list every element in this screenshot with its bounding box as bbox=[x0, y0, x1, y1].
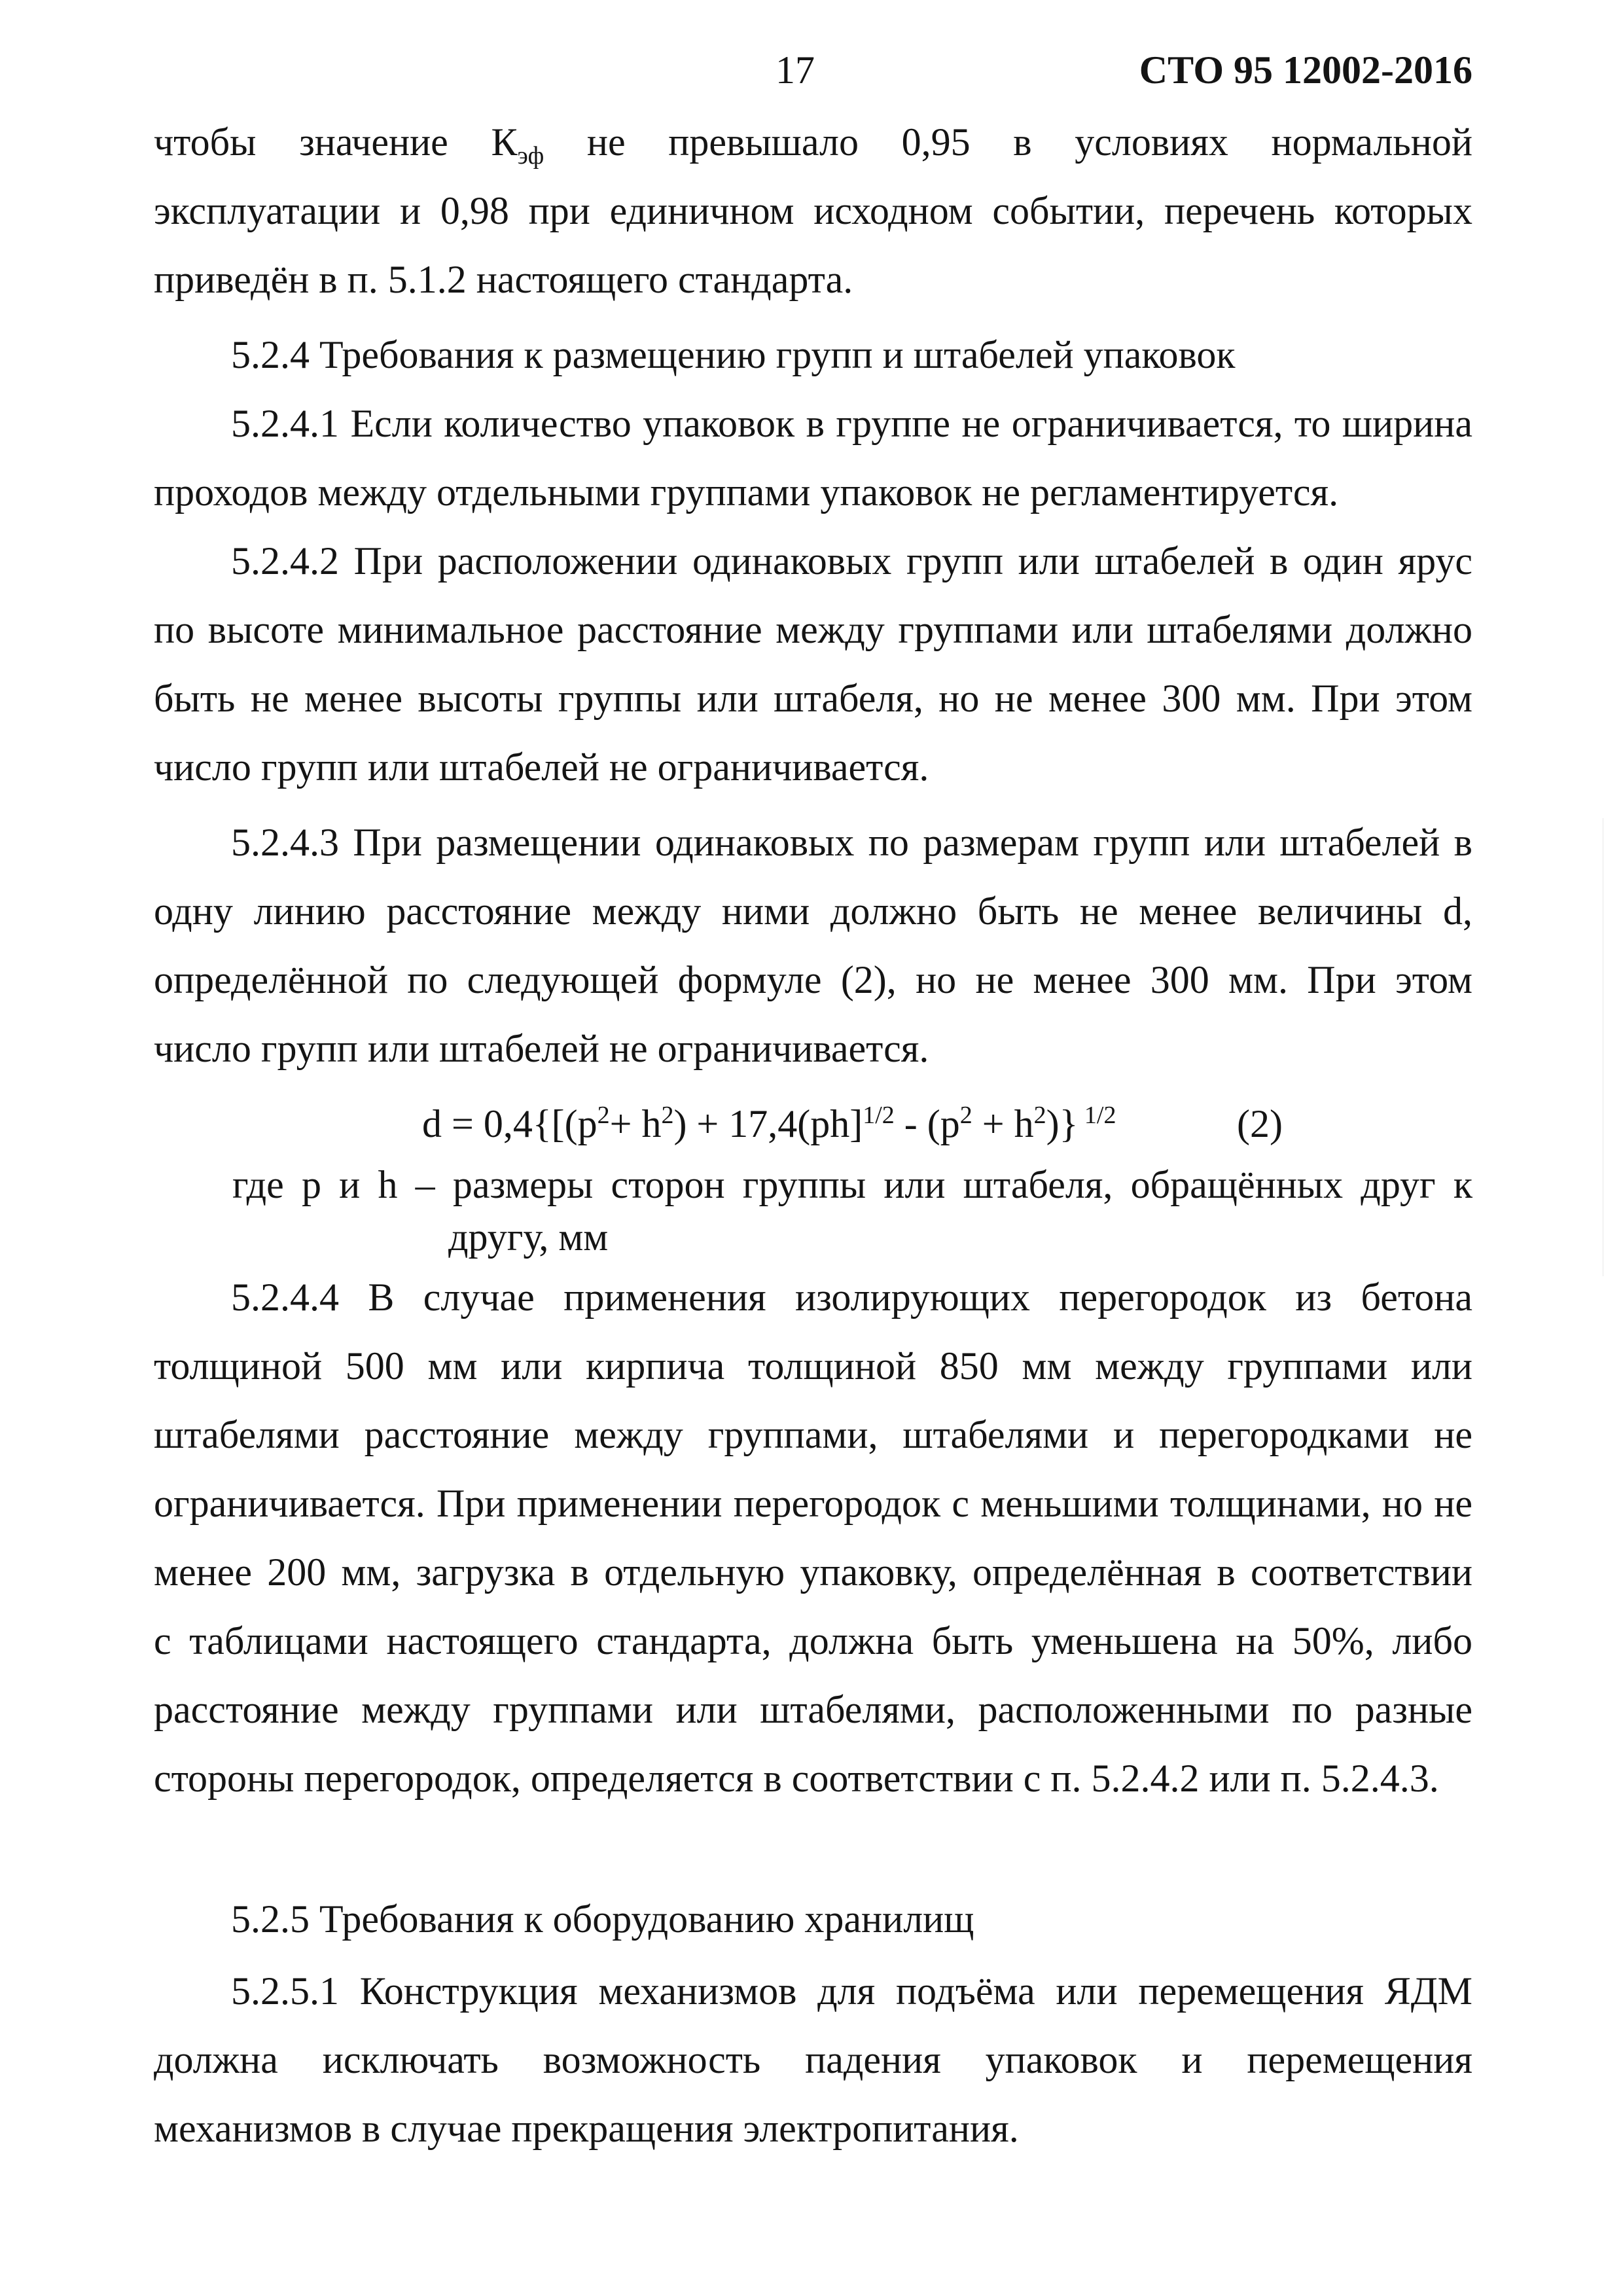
p5244-line-7: расстояние между группами или штабелями, расположенными по разные bbox=[154, 1688, 1472, 1731]
p5243-line-3: определённой по следующей формуле (2), но не менее 300 мм. При этом bbox=[154, 958, 1472, 1001]
intro-text-a: чтобы значение К bbox=[154, 120, 518, 164]
p5243-line-1: 5.2.4.3 При размещении одинаковых по размерам групп или штабелей в bbox=[231, 821, 1472, 864]
paragraph-5-2-4-4 bbox=[154, 1263, 1472, 1813]
p5244-line-4: ограничивается. При применении перегородок с меньшими толщинами, но не bbox=[154, 1482, 1472, 1525]
paragraph-5-2-5-1 bbox=[154, 1957, 1472, 2163]
p5244-line-5: менее 200 мм, загрузка в отдельную упаковку, определённая в соответствии bbox=[154, 1551, 1472, 1594]
formula-number: (2) bbox=[1237, 1102, 1283, 1145]
p5244-line-1: 5.2.4.4 В случае применения изолирующих перегородок из бетона bbox=[231, 1276, 1472, 1319]
document-code: СТО 95 12002-2016 bbox=[1139, 48, 1472, 92]
p5241-line-2: проходов между отдельными группами упаковок не регламентируется. bbox=[154, 471, 1339, 514]
formula-2 bbox=[0, 1090, 1623, 1158]
intro-line-1 bbox=[154, 108, 1472, 177]
intro-line-2: эксплуатации и 0,98 при единичном исходном событии, перечень которых bbox=[154, 189, 1472, 232]
section-5-2-4-heading: 5.2.4 Требования к размещению групп и штабелей упаковок bbox=[231, 333, 1236, 376]
p5244-line-3: штабелями расстояние между группами, штабелями и перегородками не bbox=[154, 1413, 1472, 1456]
page-number: 17 bbox=[776, 48, 815, 92]
paragraph-5-2-4-2 bbox=[154, 527, 1472, 802]
p5244-line-2: толщиной 500 мм или кирпича толщиной 850 мм между группами или bbox=[154, 1344, 1472, 1388]
formula-expression: $d = 0,4\{[(p^2+ h^2) + 17,4(ph]^{1/2} - (p^2 + h^2)\}$ $^{1/2}$ bbox=[422, 1102, 1116, 1145]
p5251-line-2: должна исключать возможность падения упаковок и перемещения bbox=[154, 2038, 1472, 2081]
k-eff-subscript: эф bbox=[517, 142, 544, 170]
formula-where-clause bbox=[232, 1158, 1472, 1263]
where-line-2: другу, мм bbox=[448, 1215, 609, 1259]
p5242-line-2: по высоте минимальное расстояние между группами или штабелями должно bbox=[154, 608, 1472, 651]
p5243-line-2: одну линию расстояние между ними должно быть не менее величины d, bbox=[154, 889, 1472, 933]
p5242-line-4: число групп или штабелей не ограничивается. bbox=[154, 745, 929, 789]
section-5-2-5-heading: 5.2.5 Требования к оборудованию хранилищ bbox=[231, 1897, 974, 1941]
paragraph-5-2-4-1 bbox=[154, 389, 1472, 527]
paragraph-5-2-4-3 bbox=[154, 808, 1472, 1083]
p5251-line-3: механизмов в случае прекращения электропитания. bbox=[154, 2107, 1019, 2150]
p5244-line-6: с таблицами настоящего стандарта, должна быть уменьшена на 50%, либо bbox=[154, 1619, 1472, 1662]
p5244-line-8: стороны перегородок, определяется в соответствии с п. 5.2.4.2 или п. 5.2.4.3. bbox=[154, 1757, 1439, 1800]
p5242-line-3: быть не менее высоты группы или штабеля, но не менее 300 мм. При этом bbox=[154, 677, 1472, 720]
p5243-line-4: число групп или штабелей не ограничивается. bbox=[154, 1027, 929, 1070]
intro-paragraph bbox=[154, 108, 1472, 314]
where-line-1: где p и h – размеры сторон группы или штабеля, обращённых друг к bbox=[232, 1163, 1472, 1206]
p5251-line-1: 5.2.5.1 Конструкция механизмов для подъёма или перемещения ЯДМ bbox=[231, 1969, 1472, 2013]
intro-text-b: не превышало 0,95 в условиях нормальной bbox=[544, 120, 1472, 164]
p5241-line-1: 5.2.4.1 Если количество упаковок в группе не ограничивается, то ширина bbox=[231, 402, 1472, 445]
p5242-line-1: 5.2.4.2 При расположении одинаковых групп или штабелей в один ярус bbox=[231, 539, 1472, 583]
intro-line-3: приведён в п. 5.1.2 настоящего стандарта. bbox=[154, 258, 853, 301]
